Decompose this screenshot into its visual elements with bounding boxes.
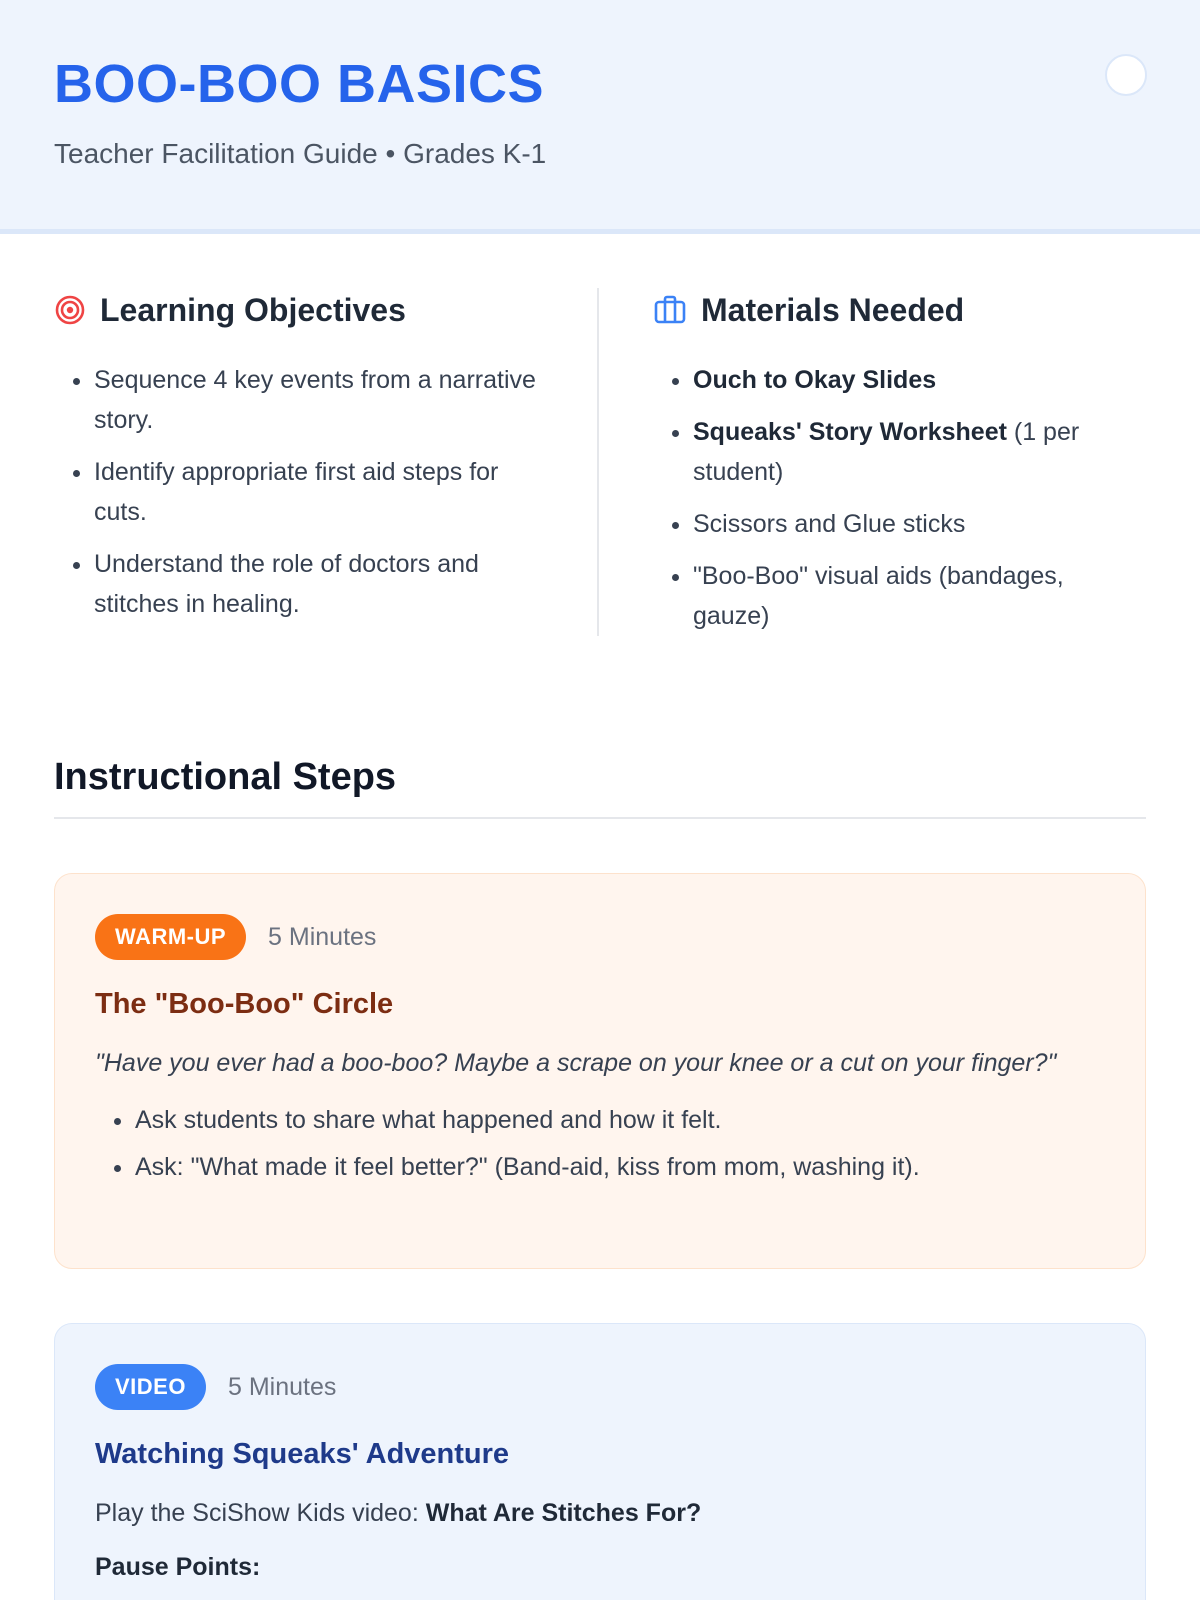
material-item-bold: Squeaks' Story Worksheet bbox=[693, 418, 1007, 446]
learning-objectives-panel bbox=[54, 288, 599, 636]
video-step-card bbox=[54, 1323, 1146, 1600]
learning-objectives-header bbox=[54, 288, 547, 332]
materials-needed-header bbox=[653, 288, 1146, 332]
video-duration: 5 Minutes bbox=[227, 1372, 337, 1401]
material-item bbox=[693, 504, 1146, 544]
objective-item: • Understand the role of doctors and stitches in healing. bbox=[94, 544, 547, 624]
objectives-list bbox=[54, 360, 547, 624]
material-item bbox=[693, 360, 1146, 400]
material-item bbox=[693, 556, 1146, 636]
warmup-meta bbox=[95, 914, 1105, 960]
warmup-quote: "Have you ever had a boo-boo? Maybe a scrape on your knee or a cut on your finger?" bbox=[95, 1049, 1057, 1077]
warmup-step-card bbox=[54, 873, 1146, 1269]
page-header bbox=[0, 0, 1200, 234]
page-subtitle: Teacher Facilitation Guide • Grades K-1 bbox=[54, 138, 547, 170]
objective-item: • Sequence 4 key events from a narrative story. bbox=[94, 360, 547, 440]
video-tag-badge: VIDEO bbox=[95, 1364, 206, 1410]
materials-needed-title: Materials Needed bbox=[701, 291, 965, 328]
objective-item: • Identify appropriate first aid steps for cuts. bbox=[94, 452, 547, 532]
target-icon bbox=[54, 294, 86, 326]
page-title: BOO-BOO BASICS bbox=[54, 54, 545, 114]
warmup-tag-badge: WARM-UP bbox=[95, 914, 246, 960]
material-item-text: "Boo-Boo" visual aids (bandages, gauze) bbox=[693, 562, 1064, 630]
material-item-bold: Ouch to Okay Slides bbox=[693, 366, 937, 394]
warmup-bullets bbox=[95, 1097, 1105, 1191]
material-item-text: (1 per student) bbox=[693, 418, 1080, 486]
video-instruction bbox=[95, 1493, 1105, 1533]
lesson-overview bbox=[54, 288, 1146, 648]
video-name: What Are Stitches For? bbox=[425, 1499, 702, 1527]
video-title: Watching Squeaks' Adventure bbox=[95, 1438, 510, 1470]
pause-points-label: Pause Points: bbox=[95, 1553, 261, 1581]
materials-list bbox=[653, 360, 1146, 636]
header-circle-badge bbox=[1105, 54, 1147, 96]
materials-needed-panel bbox=[599, 288, 1146, 648]
warmup-duration: 5 Minutes bbox=[268, 922, 377, 951]
warmup-bullet-item: • Ask: "What made it feel better?" (Band-aid, kiss from mom, washing it). bbox=[135, 1144, 1105, 1191]
instructional-steps-title: Instructional Steps bbox=[54, 756, 1146, 819]
video-meta bbox=[95, 1364, 1105, 1410]
material-item-text: Scissors and Glue sticks bbox=[693, 510, 966, 538]
briefcase-icon bbox=[653, 294, 687, 326]
warmup-bullet-item: • Ask students to share what happened and how it felt. bbox=[135, 1097, 1105, 1144]
material-item bbox=[693, 412, 1146, 492]
video-instruction-prefix: Play the SciShow Kids video: bbox=[95, 1499, 426, 1527]
learning-objectives-title: Learning Objectives bbox=[100, 291, 406, 328]
warmup-title: The "Boo-Boo" Circle bbox=[95, 988, 394, 1020]
